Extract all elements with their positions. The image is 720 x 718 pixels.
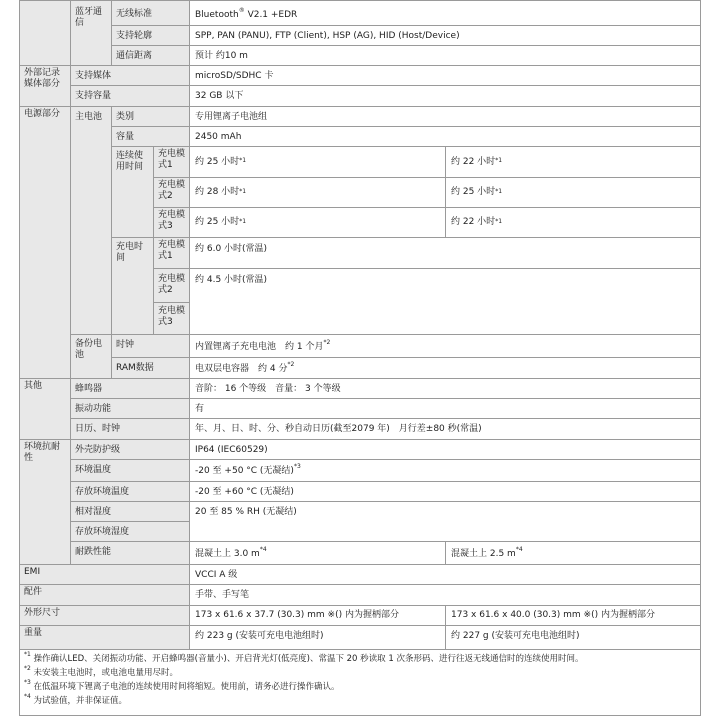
bluetooth-group: 蓝牙通信 bbox=[70, 0, 111, 65]
battery-type-value: 专用锂离子电池组 bbox=[189, 106, 700, 126]
cont-mode3-a: 约 25 小时 $^{*1}$ bbox=[189, 207, 445, 237]
env-ip-value: IP64 (IEC60529) bbox=[189, 439, 700, 459]
env-temp-value: -20 至 +50 °C (无凝结)$^{*3}$ bbox=[189, 459, 700, 481]
vibration-value: 有 bbox=[189, 398, 700, 418]
cont-mode2-label: 充电模式2 bbox=[153, 177, 189, 207]
battery-type-label: 类别 bbox=[111, 106, 189, 126]
backup-ram-value: 电双层电容器 约 4 分$^{*2}$ bbox=[189, 357, 700, 378]
footnotes bbox=[19, 649, 701, 716]
footnote: $^{*4}$ 为试验值，并非保证值。 bbox=[24, 693, 128, 706]
buzzer-label: 蜂鸣器 bbox=[70, 378, 189, 398]
footnote: $^{*1}$ 操作确认LED、关闭振动功能、开启蜂鸣器(音量小)、开启背光灯(低亮度)、常温下 20 秒读取 1 次条形码、进行往返无线通信时的连续使用时间。 bbox=[24, 651, 584, 664]
group-bluetooth-spacer bbox=[19, 0, 70, 65]
bt-profile-value: SPP, PAN (PANU), FTP (Client), HSP (AG), HID (Host/Device) bbox=[189, 25, 700, 45]
env-store-temp-label: 存放环境温度 bbox=[70, 481, 189, 501]
battery-capacity-value: 2450 mAh bbox=[189, 126, 700, 146]
env-ip-label: 外壳防护级 bbox=[70, 439, 189, 459]
cont-mode3-label: 充电模式3 bbox=[153, 207, 189, 237]
charge-mode1-label: 充电模式1 bbox=[153, 237, 189, 268]
group-environment: 环境抗耐性 bbox=[19, 439, 70, 564]
main-battery-label: 主电池 bbox=[70, 106, 111, 334]
weight-b: 约 227 g (安装可充电电池组时) bbox=[445, 625, 700, 649]
bt-standard-value: Bluetooth® V2.1 +EDR bbox=[189, 0, 700, 25]
env-drop-b: 混凝土上 2.5 $m^{*4}$ bbox=[445, 541, 700, 564]
group-external-media: 外部记录媒体部分 bbox=[19, 65, 70, 106]
bt-standard-label: 无线标准 bbox=[111, 0, 189, 25]
footnote: $^{*3}$ 在低温环境下锂离子电池的连续使用时间将缩短。使用前，请务必进行操作确认。 bbox=[24, 679, 340, 692]
env-humidity-label: 相对湿度 bbox=[70, 501, 189, 521]
charge-mode2-value: 约 4.5 小时(常温) bbox=[189, 268, 700, 334]
footnote: $^{*2}$ 未安装主电池时，或电池电量用尽时。 bbox=[24, 665, 179, 678]
dimensions-b: 173 x 61.6 x 40.0 (30.3) mm ※() 内为握柄部分 bbox=[445, 605, 700, 625]
vibration-label: 振动功能 bbox=[70, 398, 189, 418]
accessories-value: 手带、手写笔 bbox=[189, 584, 700, 605]
cont-mode1-label: 充电模式1 bbox=[153, 146, 189, 177]
backup-clock-label: 时钟 bbox=[111, 334, 189, 357]
emi-value: VCCI A 级 bbox=[189, 564, 700, 584]
table-border-right bbox=[700, 0, 701, 649]
dimensions-label: 外形尺寸 bbox=[19, 605, 189, 625]
dimensions-a: 173 x 61.6 x 37.7 (30.3) mm ※() 内为握柄部分 bbox=[189, 605, 445, 625]
env-store-humidity-label: 存放环境湿度 bbox=[70, 521, 189, 541]
cont-mode2-b: 约 25 小时 $^{*1}$ bbox=[445, 177, 700, 207]
backup-battery-label: 备份电池 bbox=[70, 334, 111, 378]
buzzer-value: 音阶： 16 个等级 音量： 3 个等级 bbox=[189, 378, 700, 398]
weight-a: 约 223 g (安装可充电电池组时) bbox=[189, 625, 445, 649]
bt-range-label: 通信距离 bbox=[111, 45, 189, 65]
ext-media-label: 支持媒体 bbox=[70, 65, 189, 85]
group-other: 其他 bbox=[19, 378, 70, 439]
cont-mode2-a: 约 28 小时 $^{*1}$ bbox=[189, 177, 445, 207]
calendar-label: 日历、时钟 bbox=[70, 418, 189, 439]
ext-capacity-label: 支持容量 bbox=[70, 85, 189, 106]
charge-time-label: 充电时间 bbox=[111, 237, 153, 334]
env-drop-a: 混凝土上 3.0 $m^{*4}$ bbox=[189, 541, 445, 564]
group-power: 电源部分 bbox=[19, 106, 70, 378]
bt-profile-label: 支持轮廓 bbox=[111, 25, 189, 45]
battery-capacity-label: 容量 bbox=[111, 126, 189, 146]
backup-ram-label: RAM数据 bbox=[111, 357, 189, 378]
env-drop-label: 耐跌性能 bbox=[70, 541, 189, 564]
env-humidity-value: 20 至 85 % RH (无凝结) bbox=[189, 501, 700, 541]
bt-range-value: 预计 约10 m bbox=[189, 45, 700, 65]
calendar-value: 年、月、日、时、分、秒自动日历(截至2079 年) 月行差±80 秒(常温) bbox=[189, 418, 700, 439]
continuous-use-label: 连续使用时间 bbox=[111, 146, 153, 237]
backup-clock-value: 内置锂离子充电电池 约 1 个月$^{*2}$ bbox=[189, 334, 700, 357]
cont-mode3-b: 约 22 小时 $^{*1}$ bbox=[445, 207, 700, 237]
emi-label: EMI bbox=[19, 564, 189, 584]
cont-mode1-a: 约 25 小时 $^{*1}$ bbox=[189, 146, 445, 177]
charge-mode1-value: 约 6.0 小时(常温) bbox=[189, 237, 700, 268]
env-temp-label: 环境温度 bbox=[70, 459, 189, 481]
ext-capacity-value: 32 GB 以下 bbox=[189, 85, 700, 106]
charge-mode3-label: 充电模式3 bbox=[153, 302, 189, 334]
charge-mode2-label: 充电模式2 bbox=[153, 268, 189, 302]
weight-label: 重量 bbox=[19, 625, 189, 649]
ext-media-value: microSD/SDHC 卡 bbox=[189, 65, 700, 85]
cont-mode1-b: 约 22 小时 $^{*1}$ bbox=[445, 146, 700, 177]
env-store-temp-value: -20 至 +60 °C (无凝结) bbox=[189, 481, 700, 501]
accessories-label: 配件 bbox=[19, 584, 189, 605]
